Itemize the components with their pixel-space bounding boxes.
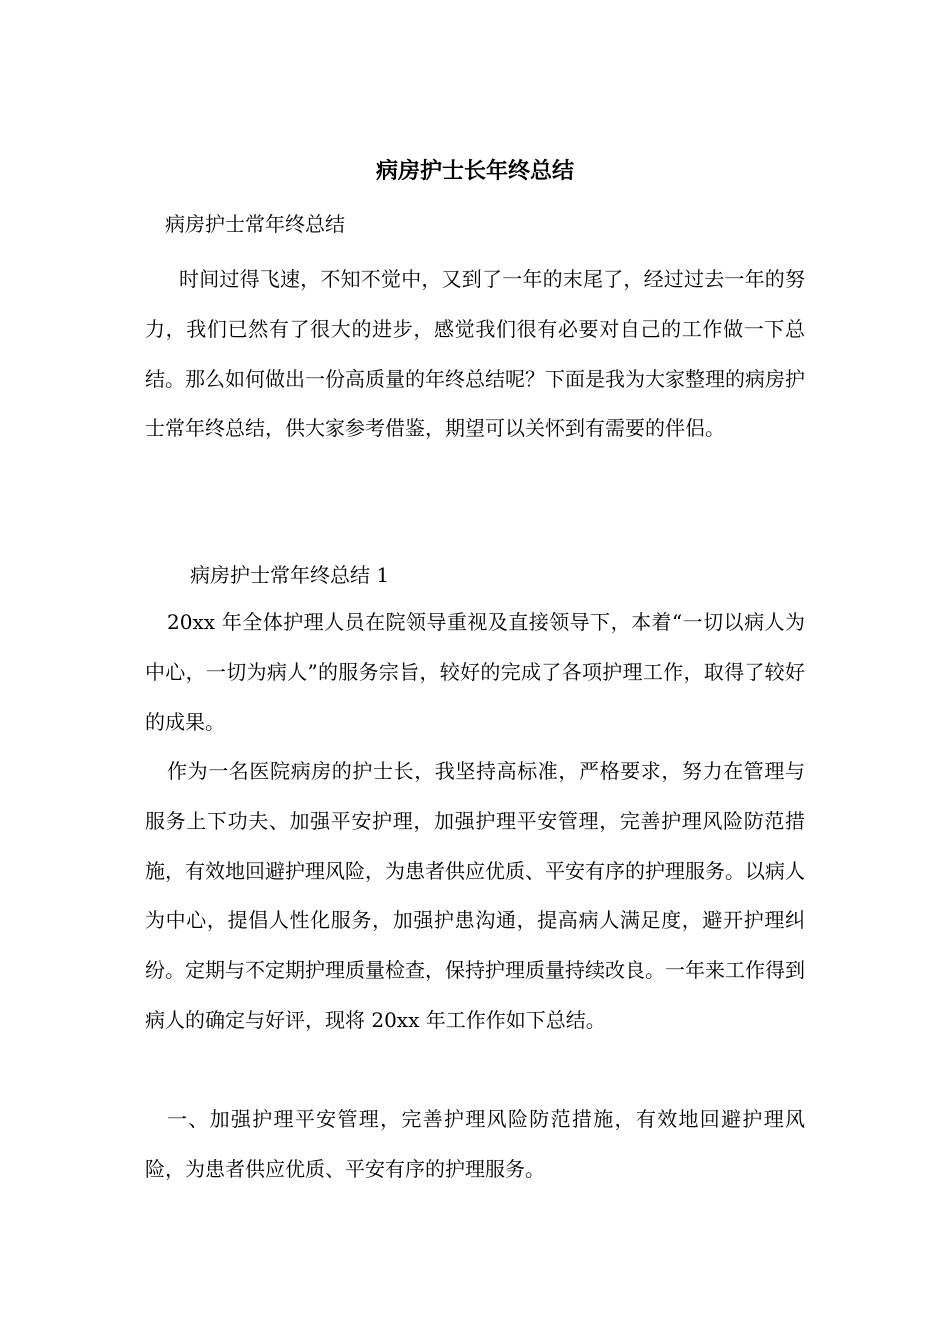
document-subtitle: 病房护士常年终总结 xyxy=(165,212,345,236)
section-heading: 病房护士常年终总结 1 xyxy=(190,563,390,587)
body-paragraph-3: 一、加强护理平安管理，完善护理风险防范措施，有效地回避护理风险，为患者供应优质、平安有序的护理服务。 xyxy=(145,1107,805,1181)
intro-paragraph: 时间过得飞速，不知不觉中，又到了一年的末尾了，经过过去一年的努力，我们已然有了很大的进步，感觉我们很有必要对自己的工作做一下总结。那么如何做出一份高质量的年终总结呢？下面是我为大家整理的病房护士常年终总结，供大家参考借鉴，期望可以关怀到有需要的伴侣。 xyxy=(145,267,805,441)
page-title: 病房护士长年终总结 xyxy=(375,158,574,184)
body-paragraph-2: 作为一名医院病房的护士长，我坚持高标准，严格要求，努力在管理与服务上下功夫、加强平安护理，加强护理平安管理，完善护理风险防范措施，有效地回避护理风险，为患者供应优质、平安有序的护理服务。以病人为中心，提倡人性化服务，加强护患沟通，提高病人满足度，避开护理纠纷。定期与不定期护理质量检查，保持护理质量持续改良。一年来工作得到病人的确定与好评，现将 20xx 年工作作如下总结。 xyxy=(145,759,805,1032)
body-paragraph-1: 20xx 年全体护理人员在院领导重视及直接领导下，本着“一切以病人为中心，一切为病人”的服务宗旨，较好的完成了各项护理工作，取得了较好的成果。 xyxy=(145,610,805,734)
